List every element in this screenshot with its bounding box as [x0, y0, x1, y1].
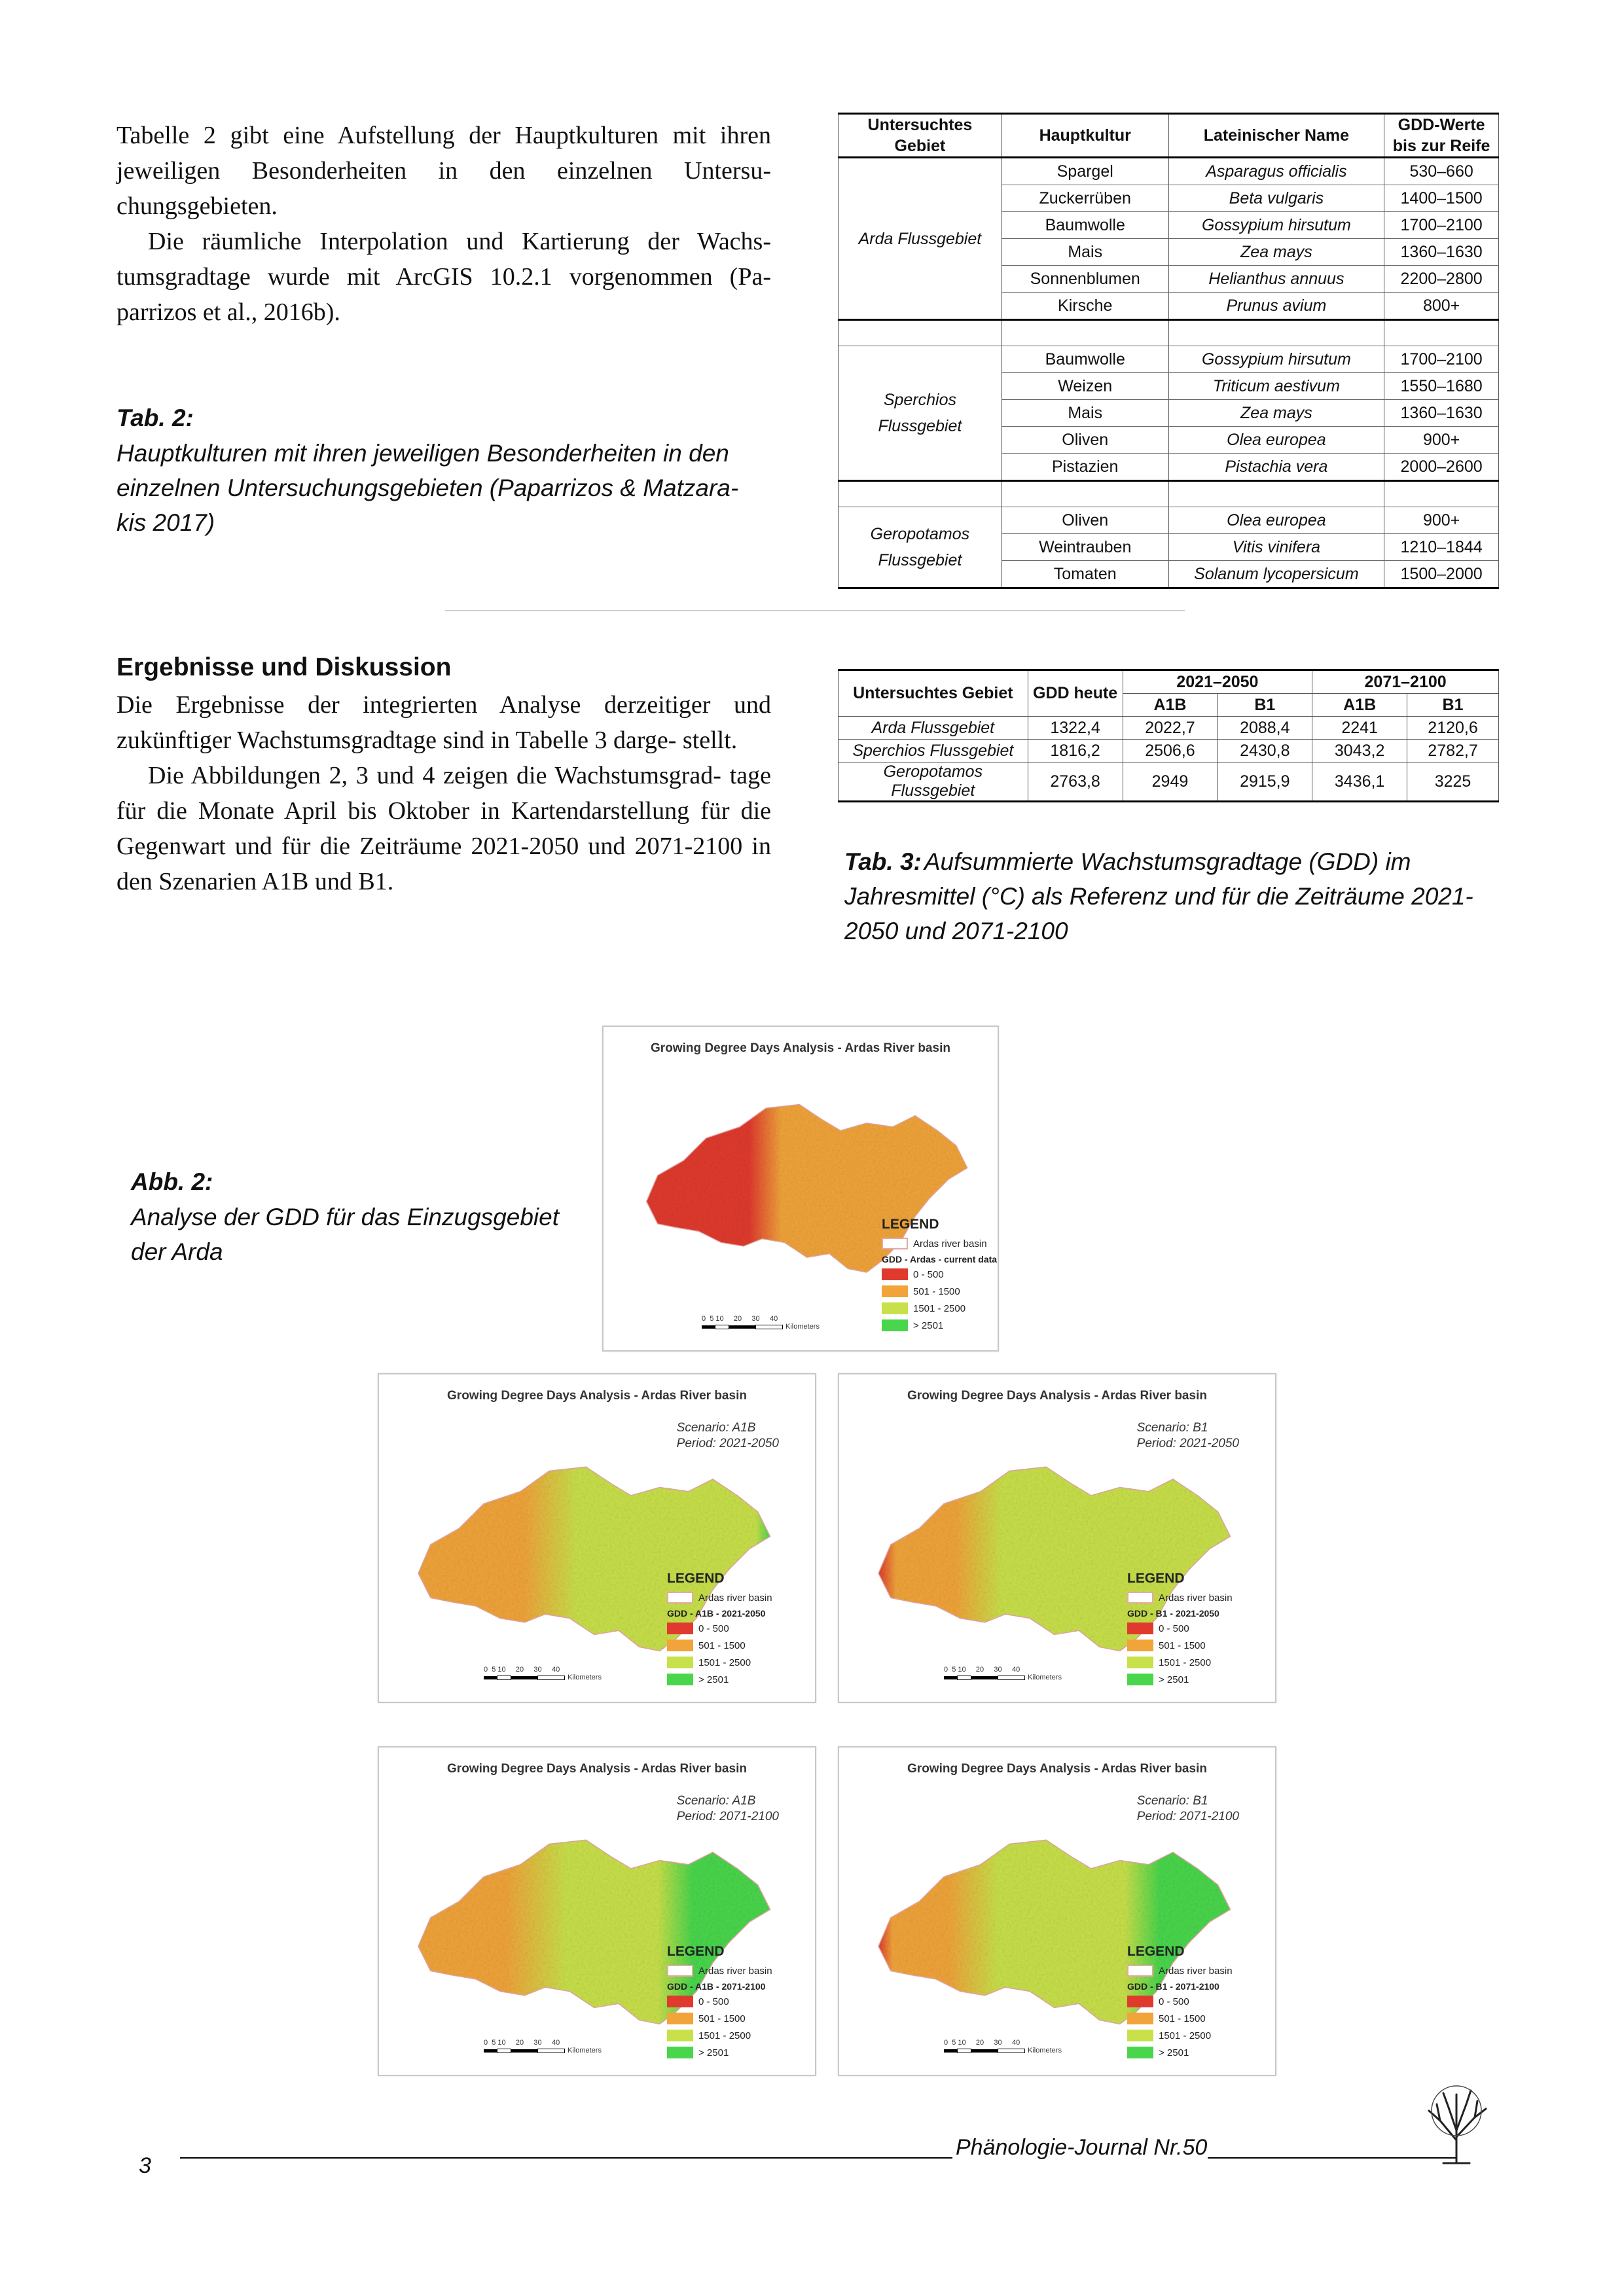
- tab2-gdd-cell: 800+: [1384, 293, 1499, 320]
- legend-swatch: [667, 1623, 693, 1634]
- table-2-container: [838, 113, 1499, 589]
- tab2-crop-cell: Oliven: [1001, 427, 1168, 454]
- divider: [445, 610, 1185, 611]
- table-row: [839, 507, 1499, 534]
- section-title: Ergebnisse und Diskussion: [117, 653, 452, 681]
- legend-label: Ardas river basin: [913, 1238, 987, 1249]
- legend-swatch: [1127, 1623, 1153, 1634]
- legend-item-basin: [882, 1235, 997, 1252]
- intro-paragraph-2: Die räumliche Interpolation und Kartierung der Wachs- tumsgradtage wurde mit ArcGIS 10.2.1 vorgenommen (Pa- parrizos et al., 2016b).: [117, 228, 771, 326]
- legend-subtitle: GDD - B1 - 2071-2100: [1127, 1981, 1219, 1992]
- legend-swatch: [882, 1285, 908, 1297]
- tab2-header-area: Untersuchtes Gebiet: [839, 114, 1002, 158]
- legend-swatch: [1127, 1996, 1153, 2007]
- legend-swatch: [667, 1996, 693, 2007]
- legend-swatch: [1127, 1657, 1153, 1668]
- map-scenario: Scenario: A1B: [676, 1794, 756, 1808]
- legend-label: > 2501: [698, 2047, 729, 2058]
- tab3-header-today: GDD heute: [1028, 670, 1123, 717]
- tab3-value-cell: 2782,7: [1407, 740, 1499, 762]
- map-period: Period: 2071-2100: [676, 1810, 779, 1823]
- map-period: Period: 2071-2100: [1136, 1810, 1239, 1823]
- map-a1b-2100: [378, 1746, 816, 2076]
- legend-swatch: [667, 2030, 693, 2041]
- legend-item: [667, 1654, 772, 1671]
- tab2-body: [839, 158, 1499, 588]
- legend-label: 501 - 1500: [1159, 2013, 1206, 2024]
- page-number: 3: [139, 2153, 151, 2178]
- intro-text: [117, 118, 771, 330]
- scale-bar: [944, 2039, 1062, 2054]
- legend-item: [1127, 1637, 1233, 1654]
- legend-label: 0 - 500: [1159, 1623, 1189, 1634]
- map-scenario: Scenario: A1B: [676, 1421, 756, 1435]
- tab2-caption-text: Hauptkulturen mit ihren jeweiligen Besonderheiten in den einzelnen Untersuchungsgebieten (Paparrizos & Matzara- kis 2017): [117, 440, 739, 536]
- tab2-latin-cell: Gossypium hirsutum: [1168, 212, 1384, 239]
- table-spacer-row: [839, 481, 1499, 507]
- intro-paragraph-1: Tabelle 2 gibt eine Aufstellung der Hauptkulturen mit ihren jeweiligen Besonderheiten in den einzelnen Untersu- chungsgebieten.: [117, 122, 771, 220]
- map-title: Growing Degree Days Analysis - Ardas River basin: [907, 1762, 1207, 1776]
- tab2-gdd-cell: 1550–1680: [1384, 373, 1499, 400]
- legend-label: Ardas river basin: [698, 1965, 772, 1977]
- legend-label: > 2501: [698, 1674, 729, 1685]
- table-3: [838, 669, 1499, 802]
- abb2-caption-label: Abb. 2:: [131, 1168, 213, 1195]
- tab2-area-cell: Arda Flussgebiet: [839, 158, 1002, 320]
- tab2-gdd-cell: 900+: [1384, 427, 1499, 454]
- legend-label: > 2501: [1159, 2047, 1189, 2058]
- tab3-value-cell: 2430,8: [1218, 740, 1312, 762]
- scale-bar: [702, 1315, 820, 1331]
- tab3-value-cell: 2506,6: [1123, 740, 1218, 762]
- legend-item: [1127, 1620, 1233, 1637]
- tab3-header-area: Untersuchtes Gebiet: [839, 670, 1028, 717]
- tab2-header-gdd: GDD-Werte bis zur Reife: [1384, 114, 1499, 158]
- tab3-value-cell: 3436,1: [1312, 762, 1407, 802]
- tab2-crop-cell: Weintrauben: [1001, 534, 1168, 561]
- tab3-value-cell: 3043,2: [1312, 740, 1407, 762]
- tab2-gdd-cell: 1500–2000: [1384, 561, 1499, 588]
- tab3-area-cell: Arda Flussgebiet: [839, 717, 1028, 740]
- tab3-caption-label: Tab. 3:: [844, 848, 922, 875]
- tab2-crop-cell: Mais: [1001, 239, 1168, 266]
- legend-subtitle: GDD - A1B - 2021-2050: [667, 1608, 766, 1619]
- legend-item: [667, 1637, 772, 1654]
- legend-label: 0 - 500: [698, 1996, 729, 2007]
- tab2-crop-cell: Mais: [1001, 400, 1168, 427]
- results-text: [117, 687, 771, 899]
- legend-label: 501 - 1500: [1159, 1640, 1206, 1651]
- abb2-caption: [131, 1168, 589, 1269]
- tab3-header-a1b: A1B: [1312, 694, 1407, 717]
- map-legend: [667, 1944, 772, 2061]
- legend-swatch: [667, 1640, 693, 1651]
- map-title: Growing Degree Days Analysis - Ardas River basin: [651, 1041, 950, 1055]
- legend-item: [667, 1620, 772, 1637]
- tab2-latin-cell: Gossypium hirsutum: [1168, 346, 1384, 373]
- legend-item: [1127, 2010, 1233, 2027]
- legend-label: > 2501: [913, 1319, 944, 1331]
- legend-label: Ardas river basin: [698, 1592, 772, 1604]
- tree-icon: [1417, 2081, 1496, 2166]
- map-title: Growing Degree Days Analysis - Ardas River basin: [447, 1762, 747, 1776]
- tab3-area-cell: Geropotamos Flussgebiet: [839, 762, 1028, 802]
- spacer-cell: [1384, 481, 1499, 507]
- legend-swatch: [1127, 1640, 1153, 1651]
- tab2-latin-cell: Olea europea: [1168, 507, 1384, 534]
- tab2-area-cell: Sperchios Flussgebiet: [839, 346, 1002, 481]
- legend-item: [882, 1266, 997, 1283]
- results-paragraph-1: Die Ergebnisse der integrierten Analyse derzeitiger und zukünftiger Wachstumsgradtage sind in Tabelle 3 darge- stellt.: [117, 691, 771, 754]
- tab3-header-period-2: 2071–2100: [1312, 670, 1499, 694]
- legend-label: > 2501: [1159, 1674, 1189, 1685]
- legend-label: 0 - 500: [913, 1268, 944, 1280]
- tab3-value-cell: 2022,7: [1123, 717, 1218, 740]
- legend-item-basin: [667, 1589, 772, 1606]
- scale-ticks: 0 5 10 20 30 40: [702, 1315, 778, 1323]
- table-row: [839, 346, 1499, 373]
- legend-swatch: [882, 1319, 908, 1331]
- map-scenario: Scenario: B1: [1136, 1421, 1208, 1435]
- tab2-gdd-cell: 2000–2600: [1384, 454, 1499, 481]
- map-legend: [667, 1571, 772, 1688]
- legend-label: 0 - 500: [1159, 1996, 1189, 2007]
- legend-item: [667, 2027, 772, 2044]
- legend-swatch: [882, 1268, 908, 1280]
- tab2-crop-cell: Baumwolle: [1001, 212, 1168, 239]
- abb2-caption-text: Analyse der GDD für das Einzugsgebiet der Arda: [131, 1204, 560, 1265]
- tab2-crop-cell: Baumwolle: [1001, 346, 1168, 373]
- tab3-value-cell: 2763,8: [1028, 762, 1123, 802]
- legend-label: 501 - 1500: [698, 2013, 746, 2024]
- tab2-header-crop: Hauptkultur: [1001, 114, 1168, 158]
- tab2-crop-cell: Weizen: [1001, 373, 1168, 400]
- table-2: [838, 113, 1499, 589]
- legend-title: LEGEND: [882, 1217, 939, 1232]
- tab3-body: [839, 717, 1499, 802]
- legend-swatch: [667, 1657, 693, 1668]
- tab2-latin-cell: Olea europea: [1168, 427, 1384, 454]
- tab3-value-cell: 2915,9: [1218, 762, 1312, 802]
- tab2-crop-cell: Oliven: [1001, 507, 1168, 534]
- spacer-cell: [839, 320, 1002, 346]
- legend-swatch: [1127, 2013, 1153, 2024]
- spacer-cell: [1384, 320, 1499, 346]
- legend-item: [1127, 2044, 1233, 2061]
- legend-label: 1501 - 2500: [698, 1657, 751, 1668]
- tab2-crop-cell: Kirsche: [1001, 293, 1168, 320]
- scale-ticks: 0 5 10 20 30 40: [484, 2039, 560, 2047]
- tab2-gdd-cell: 2200–2800: [1384, 266, 1499, 293]
- tab3-caption: [844, 844, 1499, 948]
- tab2-latin-cell: Helianthus annuus: [1168, 266, 1384, 293]
- tab3-header-a1b: A1B: [1123, 694, 1218, 717]
- legend-title: LEGEND: [1127, 1944, 1185, 1959]
- table-row: [839, 762, 1499, 802]
- legend-title: LEGEND: [667, 1571, 725, 1586]
- table-row: [839, 740, 1499, 762]
- legend-subtitle: GDD - B1 - 2021-2050: [1127, 1608, 1219, 1619]
- legend-item: [667, 1993, 772, 2010]
- tab2-area-cell: Geropotamos Flussgebiet: [839, 507, 1002, 588]
- map-period: Period: 2021-2050: [1136, 1437, 1239, 1450]
- legend-swatch: [1127, 2030, 1153, 2041]
- legend-title: LEGEND: [667, 1944, 725, 1959]
- tab2-crop-cell: Tomaten: [1001, 561, 1168, 588]
- legend-item: [882, 1317, 997, 1334]
- footer-line-left: [180, 2157, 952, 2159]
- tab3-value-cell: 2949: [1123, 762, 1218, 802]
- scale-bar-graphic: [484, 1674, 602, 1681]
- tab2-gdd-cell: 1700–2100: [1384, 346, 1499, 373]
- tab2-latin-cell: Beta vulgaris: [1168, 185, 1384, 212]
- map-current: [602, 1026, 999, 1352]
- map-period: Period: 2021-2050: [676, 1437, 779, 1450]
- legend-label: 1501 - 2500: [913, 1302, 966, 1314]
- tab2-latin-cell: Vitis vinifera: [1168, 534, 1384, 561]
- results-paragraph-2: Die Abbildungen 2, 3 und 4 zeigen die Wachstumsgrad- tage für die Monate April bis Oktober in Kartendarstellung für die Gegenwart und für die Zeiträume 2021-2050 und 2071-2100 in den Szenarien A1B und B1.: [117, 762, 771, 895]
- tab2-caption: [117, 404, 771, 540]
- map-legend: [1127, 1571, 1233, 1688]
- tab2-crop-cell: Pistazien: [1001, 454, 1168, 481]
- legend-swatch: [882, 1302, 908, 1314]
- map-scenario: Scenario: B1: [1136, 1794, 1208, 1808]
- spacer-cell: [1001, 481, 1168, 507]
- legend-label: 1501 - 2500: [1159, 2030, 1212, 2041]
- legend-swatch: [1127, 2047, 1153, 2058]
- table-row: [839, 158, 1499, 185]
- legend-swatch: [667, 2013, 693, 2024]
- tab3-area-cell: Sperchios Flussgebiet: [839, 740, 1028, 762]
- legend-subtitle: GDD - A1B - 2071-2100: [667, 1981, 766, 1992]
- tab2-latin-cell: Zea mays: [1168, 239, 1384, 266]
- tab2-latin-cell: Triticum aestivum: [1168, 373, 1384, 400]
- tab2-caption-label: Tab. 2:: [117, 404, 194, 431]
- legend-label: Ardas river basin: [1159, 1965, 1233, 1977]
- legend-label: 0 - 500: [698, 1623, 729, 1634]
- map-b1-2100: [838, 1746, 1276, 2076]
- tab2-latin-cell: Prunus avium: [1168, 293, 1384, 320]
- map-b1-2050: [838, 1373, 1276, 1703]
- scale-unit: Kilometers: [1028, 1674, 1062, 1681]
- tab2-gdd-cell: 530–660: [1384, 158, 1499, 185]
- tab2-crop-cell: Zuckerrüben: [1001, 185, 1168, 212]
- tab3-value-cell: 2120,6: [1407, 717, 1499, 740]
- legend-item: [1127, 1671, 1233, 1688]
- legend-item: [1127, 2027, 1233, 2044]
- tab2-gdd-cell: 1700–2100: [1384, 212, 1499, 239]
- scale-bar: [484, 2039, 602, 2054]
- legend-label: Ardas river basin: [1159, 1592, 1233, 1604]
- tab2-gdd-cell: 1360–1630: [1384, 239, 1499, 266]
- spacer-cell: [1168, 481, 1384, 507]
- basin-outline-swatch: [667, 1592, 693, 1604]
- scale-unit: Kilometers: [568, 1674, 602, 1681]
- tab2-gdd-cell: 1360–1630: [1384, 400, 1499, 427]
- basin-outline-swatch: [1127, 1965, 1153, 1977]
- legend-item-basin: [1127, 1589, 1233, 1606]
- tab3-value-cell: 1322,4: [1028, 717, 1123, 740]
- tab3-value-cell: 3225: [1407, 762, 1499, 802]
- tab3-header-b1: B1: [1218, 694, 1312, 717]
- scale-bar: [944, 1666, 1062, 1681]
- legend-item: [1127, 1654, 1233, 1671]
- tab3-value-cell: 2088,4: [1218, 717, 1312, 740]
- tab2-latin-cell: Pistachia vera: [1168, 454, 1384, 481]
- tab2-crop-cell: Sonnenblumen: [1001, 266, 1168, 293]
- scale-bar-graphic: [944, 2047, 1062, 2054]
- legend-item: [882, 1300, 997, 1317]
- legend-swatch: [1127, 1674, 1153, 1685]
- legend-item: [667, 1671, 772, 1688]
- basin-outline-swatch: [882, 1238, 908, 1249]
- spacer-cell: [1001, 320, 1168, 346]
- spacer-cell: [839, 481, 1002, 507]
- basin-outline-swatch: [667, 1965, 693, 1977]
- legend-label: 1501 - 2500: [1159, 1657, 1212, 1668]
- legend-subtitle: GDD - Ardas - current data: [882, 1254, 998, 1265]
- tab2-latin-cell: Zea mays: [1168, 400, 1384, 427]
- legend-item: [667, 2010, 772, 2027]
- spacer-cell: [1168, 320, 1384, 346]
- tab2-gdd-cell: 1210–1844: [1384, 534, 1499, 561]
- table-3-container: [838, 669, 1499, 802]
- scale-unit: Kilometers: [1028, 2047, 1062, 2054]
- scale-ticks: 0 5 10 20 30 40: [944, 1666, 1020, 1674]
- legend-item-basin: [1127, 1962, 1233, 1979]
- scale-bar-graphic: [944, 1674, 1062, 1681]
- legend-swatch: [667, 1674, 693, 1685]
- tab3-header-period-1: 2021–2050: [1123, 670, 1312, 694]
- tab3-value-cell: 2241: [1312, 717, 1407, 740]
- tab2-gdd-cell: 900+: [1384, 507, 1499, 534]
- map-legend: [882, 1217, 997, 1334]
- map-title: Growing Degree Days Analysis - Ardas River basin: [907, 1389, 1207, 1403]
- table-spacer-row: [839, 320, 1499, 346]
- tab3-header-b1: B1: [1407, 694, 1499, 717]
- scale-bar-graphic: [702, 1323, 820, 1331]
- scale-ticks: 0 5 10 20 30 40: [944, 2039, 1020, 2047]
- tab2-latin-cell: Asparagus officialis: [1168, 158, 1384, 185]
- legend-swatch: [667, 2047, 693, 2058]
- legend-item: [667, 2044, 772, 2061]
- map-title: Growing Degree Days Analysis - Ardas River basin: [447, 1389, 747, 1403]
- scale-bar: [484, 1666, 602, 1681]
- table-row: [839, 717, 1499, 740]
- journal-name: Phänologie-Journal Nr.50: [956, 2135, 1208, 2160]
- tab3-value-cell: 1816,2: [1028, 740, 1123, 762]
- legend-item: [882, 1283, 997, 1300]
- scale-unit: Kilometers: [785, 1323, 820, 1331]
- legend-item-basin: [667, 1962, 772, 1979]
- tab2-latin-cell: Solanum lycopersicum: [1168, 561, 1384, 588]
- basin-outline-swatch: [1127, 1592, 1153, 1604]
- tab3-caption-text: Aufsummierte Wachstumsgradtage (GDD) im Jahresmittel (°C) als Referenz und für die Zeiträume 2021-2050 und 2071-2100: [844, 848, 1473, 944]
- scale-unit: Kilometers: [568, 2047, 602, 2054]
- tab2-header-latin: Lateinischer Name: [1168, 114, 1384, 158]
- legend-label: 1501 - 2500: [698, 2030, 751, 2041]
- legend-title: LEGEND: [1127, 1571, 1185, 1586]
- scale-bar-graphic: [484, 2047, 602, 2054]
- scale-ticks: 0 5 10 20 30 40: [484, 1666, 560, 1674]
- map-a1b-2050: [378, 1373, 816, 1703]
- legend-item: [1127, 1993, 1233, 2010]
- tab2-crop-cell: Spargel: [1001, 158, 1168, 185]
- legend-label: 501 - 1500: [698, 1640, 746, 1651]
- legend-label: 501 - 1500: [913, 1285, 960, 1297]
- tab2-gdd-cell: 1400–1500: [1384, 185, 1499, 212]
- map-legend: [1127, 1944, 1233, 2061]
